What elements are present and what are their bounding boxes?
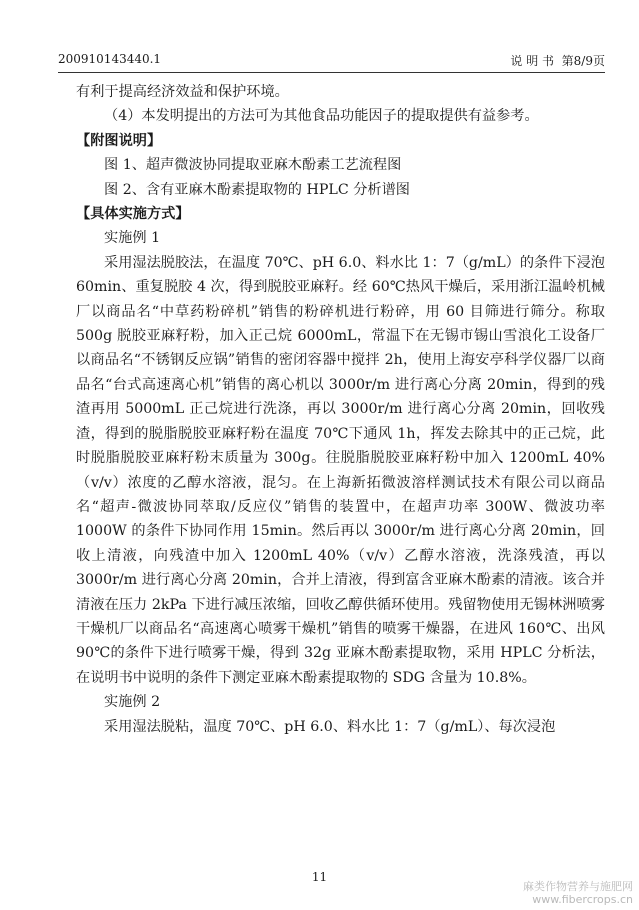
example-2-body: 采用湿法脱粘，温度 70℃、pH 6.0、料水比 1：7（g/mL）、每次浸泡 [104, 718, 556, 735]
header-right [510, 52, 605, 69]
example-2-title: 实施例 2 [104, 694, 161, 711]
watermark-url: www.fibercrops.cn [532, 893, 633, 906]
figure-caption-1: 图 1、超声微波协同提取亚麻木酚素工艺流程图 [104, 157, 402, 174]
page-header [58, 52, 605, 70]
document-body [76, 80, 605, 739]
section-heading-embodiments: 【具体实施方式】 [76, 206, 190, 223]
document-number: 200910143440.1 [58, 52, 162, 66]
page-label: 第8/9页 [561, 54, 605, 68]
header-divider [58, 72, 605, 73]
page-number: 11 [311, 870, 328, 884]
watermark [523, 880, 633, 906]
figure-caption-2: 图 2、含有亚麻木酚素提取物的 HPLC 分析谱图 [104, 181, 410, 198]
paragraph-continuation: 有利于提高经济效益和保护环境。 [76, 84, 289, 100]
example-1-body: 采用湿法脱胶法，在温度 70℃、pH 6.0、料水比 1：7（g/mL）的条件下浸泡 60min、重复脱胶 4 次，得到脱胶亚麻籽。经 60℃热风干燥后，采用浙江温岭机械厂以商品名“中草药粉碎机”销售的粉碎机进行粉碎，用 60 目筛进行筛分。称取 500g 脱胶亚麻籽粉，加入正己烷 6000mL，常温下在无锡市锡山雪浪化工设备厂以商品名“不锈钢反应锅”销售的密闭容器中搅拌 2h，使用上海安亭科学仪器厂以商品名“台式高速离心机”销售的离心机以 3000r/m 进行离心分离 20min，得到的残渣再用 5000mL 正己烷进行洗涤，再以 3000r/m 进行离心分离 20min，回收残渣，得到的脱脂脱胶亚麻籽粉在温度 70℃下通风 1h，挥发去除其中的正己烷，此时脱脂脱胶亚麻籽粉末质量为 300g。往脱脂脱胶亚麻籽粉中加入 1200mL 40%（v/v）浓度的乙醇水溶液，混匀。在上海新拓微波溶样测试技术有限公司以商品名“超声-微波协同萃取/反应仪”销售的装置中，在超声功率 300W、微波功率 1000W 的条件下协同作用 15min。然后再以 3000r/m 进行离心分离 20min，回收上清液，向残渣中加入 1200mL 40%（v/v）乙醇水溶液，洗涤残渣，再以 3000r/m 进行离心分离 20min，合并上清液，得到富含亚麻木酚素的清液。该合并清液在压力 2kPa 下进行减压浓缩，回收乙醇供循环使用。残留物使用无锡林洲喷雾干燥机厂以商品名“高速离心喷雾干燥机”销售的喷雾干燥器，在进风 160℃、出风 90℃的条件下进行喷雾干燥，得到 32g 亚麻木酚素提取物，采用 HPLC 分析法，在说明书中说明的条件下测定亚麻木酚素提取物的 SDG 含量为 10.8%。 [76, 254, 605, 686]
watermark-site-name: 麻类作物营养与施肥网 [523, 880, 633, 893]
paragraph-advantage-4: （4）本发明提出的方法可为其他食品功能因子的提取提供有益参考。 [104, 108, 539, 125]
section-heading-figures: 【附图说明】 [76, 132, 162, 149]
example-1-title: 实施例 1 [104, 230, 161, 247]
document-type: 说 明 书 [510, 54, 555, 68]
